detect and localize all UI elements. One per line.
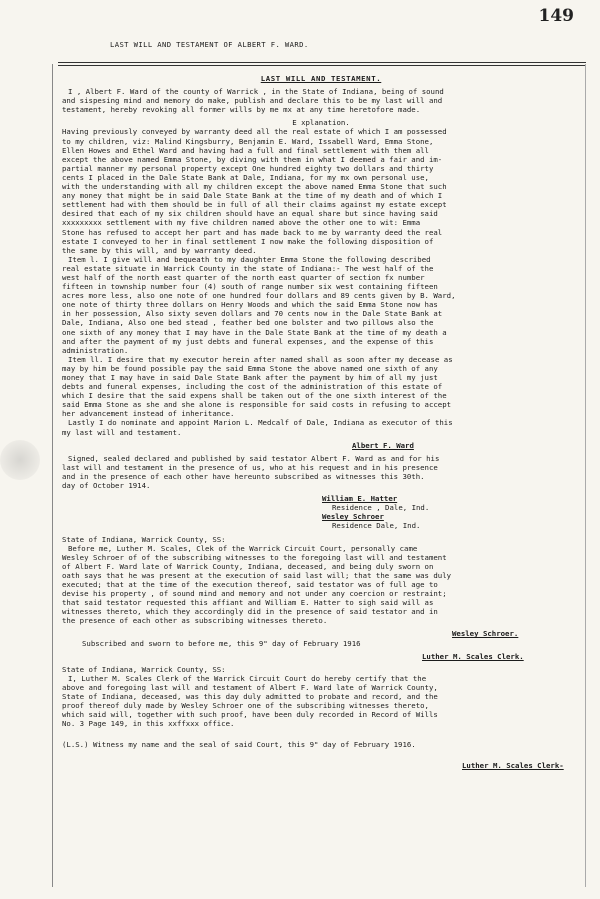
- text-line: settlement had with them should be in full of all their claims against my estate except: [62, 200, 447, 210]
- text-line: fifteen in township number four (4) south of range number six west containing fifteen: [62, 282, 438, 292]
- proof-heading: State of Indiana, Warrick County, SS:: [62, 534, 226, 544]
- text-line: which said will, together with such proof, have been duly recorded in Record of Wills: [62, 710, 438, 720]
- text-line: Item ll. I desire that my executor herein after named shall as soon after my decease as: [68, 354, 453, 364]
- header-rule-double: [58, 65, 586, 66]
- text-line: Lastly I do nominate and appoint Marion L. Medcalf of Dale, Indiana as executor of this: [68, 418, 453, 428]
- text-line: devise his property , of sound mind and memory and not under any coercion or restraint;: [62, 589, 447, 599]
- text-line: and sispesing mind and memory do make, publish and declare this to be my last will and: [62, 96, 443, 106]
- text-line: cents I placed in the Dale State Bank at Dale, Indiana, for my mx own personal use,: [62, 172, 429, 182]
- text-line: west half of the north east quarter of the north east quarter of section fx number: [62, 272, 425, 282]
- witness-2-name: Wesley Schroer: [322, 512, 384, 522]
- text-line: partial manner my personal property except One hundred eighty two dollars and thirty: [62, 163, 434, 173]
- text-line: Item l. I give will and bequeath to my daughter Emma Stone the following described: [68, 254, 431, 264]
- witness-1-residence: Residence , Dale, Ind.: [332, 503, 430, 513]
- certificate-paragraph: [62, 674, 580, 729]
- left-margin-line: [52, 64, 53, 887]
- text-line: above and foregoing last will and testament of Albert F. Ward late of Warrick County,: [62, 682, 438, 692]
- text-line: the presence of each other as subscribing witnesses thereto.: [62, 616, 328, 626]
- text-line: testament, hereby revoking all former wills by me mx at any time heretofore made.: [62, 105, 421, 115]
- text-line: except the above named Emma Stone, by diving with them in what I deemed a fair and im-: [62, 154, 443, 164]
- clerk-signature: Luther M. Scales Clerk.: [422, 651, 524, 661]
- proof-paragraph: [62, 544, 580, 626]
- text-line: and in the presence of each other have hereunto subscribed as witnesses this 30th.: [62, 471, 425, 481]
- affiant-signature: Wesley Schroer.: [452, 629, 519, 639]
- record-body: [62, 74, 580, 771]
- text-line: to my children, viz: Malind Kingsburry, Benjamin E. Ward, Issabell Ward, Emma Stone,: [62, 136, 434, 146]
- lastly-paragraph: [62, 418, 580, 436]
- text-line: and after the payment of my just debts and funeral expenses, and the expense of this: [62, 336, 434, 346]
- item-one-paragraph: [62, 255, 580, 355]
- text-line: which I desire that the said expens shall be taken out of the one sixth interest of the: [62, 391, 447, 401]
- clerk-signature-final: Luther M. Scales Clerk-: [462, 761, 564, 771]
- certificate-heading: State of Indiana, Warrick County, SS:: [62, 664, 226, 674]
- text-line: proof thereof duly made by Wesley Schroer one of the subscribing witnesses thereto,: [62, 701, 429, 711]
- running-head: LAST WILL AND TESTAMENT OF ALBERT F. WARD.: [110, 40, 309, 49]
- text-line: oath says that he was present at the execution of said last will; that the same was duly: [62, 570, 452, 580]
- text-line: with the understanding with all my children except the above named Emma Stone that such: [62, 182, 447, 192]
- text-line: Wesley Schroer of of the subscribing witnesses to the foregoing last will and testament: [62, 552, 447, 562]
- text-line: her advancement instead of inheritance.: [62, 409, 235, 419]
- text-line: I , Albert F. Ward of the county of Warrick , in the State of Indiana, being of sound: [68, 87, 444, 97]
- text-line: one sixth of any money that I may have in the Dale State Bank at the time of my death a: [62, 327, 447, 337]
- header-rule: [58, 62, 586, 63]
- text-line: debts and funeral expenses, including the cost of the administration of this estate of: [62, 382, 443, 392]
- subscribed-line: Subscribed and sworn to before me, this 9" day of February 1916: [82, 638, 361, 648]
- text-line: in her possession, Also sixty seven dollars and 70 cents now in the Dale State Bank at: [62, 309, 443, 319]
- seal-line: (L.S.) Witness my name and the seal of said Court, this 9" day of February 1916.: [62, 740, 416, 750]
- witness-2-residence: Residence Dale, Ind.: [332, 521, 421, 531]
- witness-1-name: William E. Hatter: [322, 494, 398, 504]
- text-line: witnesses thereto, which they accordingly did in the presence of said testator and in: [62, 607, 438, 617]
- text-line: day of October 1914.: [62, 481, 151, 491]
- text-line: xxxxxxxxx settlement with my five children named above the other one to wit: Emma: [62, 218, 421, 228]
- explanation-heading: E xplanation.: [292, 118, 350, 128]
- text-line: Signed, sealed declared and published by said testator Albert F. Ward as and for his: [68, 453, 440, 463]
- text-line: acres more less, also one note of one hundred four dollars and 89 cents given by B. Ward,: [62, 291, 456, 301]
- item-two-paragraph: [62, 355, 580, 419]
- text-line: that said testator requested this affiant and William E. Hatter to sigh said will as: [62, 598, 434, 608]
- text-line: desired that each of my six children should have an equal share but since having said: [62, 209, 438, 219]
- text-line: may by him be found possible pay the said Emma Stone the above named one sixth of any: [62, 363, 438, 373]
- text-line: of Albert F. Ward late of Warrick County, Indiana, deceased, and being duly sworn on: [62, 561, 434, 571]
- text-line: No. 3 Page 149, in this xxffxxx office.: [62, 719, 235, 729]
- text-line: Before me, Luther M. Scales, Clek of the Warrick Circuit Court, personally came: [68, 543, 418, 553]
- text-line: estate I conveyed to her in final settlement I now make the following disposition of: [62, 236, 434, 246]
- text-line: real estate situate in Warrick County in the state of Indiana:- The west half of the: [62, 263, 434, 273]
- page-number: 149: [538, 6, 574, 26]
- right-margin-line: [585, 64, 586, 887]
- text-line: any money that might be in said Dale State Bank at the time of my death and of which I: [62, 191, 443, 201]
- text-line: State of Indiana, deceased, was this day duly admitted to probate and record, and the: [62, 692, 438, 701]
- text-line: Dale, Indiana, Also one bed stead , feather bed one bolster and two pillows also the: [62, 318, 434, 328]
- text-line: I, Luther M. Scales Clerk of the Warrick Circuit Court do hereby certify that the: [68, 673, 427, 683]
- attestation-paragraph: [62, 454, 580, 490]
- text-line: last will and testament in the presence of us, who at his request and in his presence: [62, 462, 438, 472]
- text-line: executed; that at the time of the execution thereof, said testator was of full age to: [62, 579, 438, 589]
- document-title: LAST WILL AND TESTAMENT.: [260, 74, 382, 83]
- text-line: administration.: [62, 345, 129, 355]
- will-preamble: [62, 87, 580, 114]
- explanation-paragraph: [62, 127, 580, 254]
- text-line: Ellen Howes and Ethel Ward and having had a full and final settlement with them all: [62, 145, 429, 155]
- text-line: the same by this will, and by warranty deed.: [62, 245, 257, 255]
- text-line: my last will and testament.: [62, 427, 182, 437]
- testator-signature: Albert F. Ward: [352, 440, 414, 450]
- text-line: said Emma Stone as she and she alone is responsible for said costs in refusing to accept: [62, 400, 452, 410]
- ink-smudge: [0, 440, 40, 480]
- text-line: Stone has refused to accept her part and has made back to me by warranty deed the real: [62, 227, 443, 237]
- text-line: one note of thirty three dollars on Henry Woods and which the said Emma Stone now has: [62, 300, 438, 310]
- text-line: Having previously conveyed by warranty deed all the real estate of which I am possessed: [62, 127, 447, 137]
- text-line: money that I may have in said Dale State Bank after the payment by him of all my just: [62, 373, 438, 382]
